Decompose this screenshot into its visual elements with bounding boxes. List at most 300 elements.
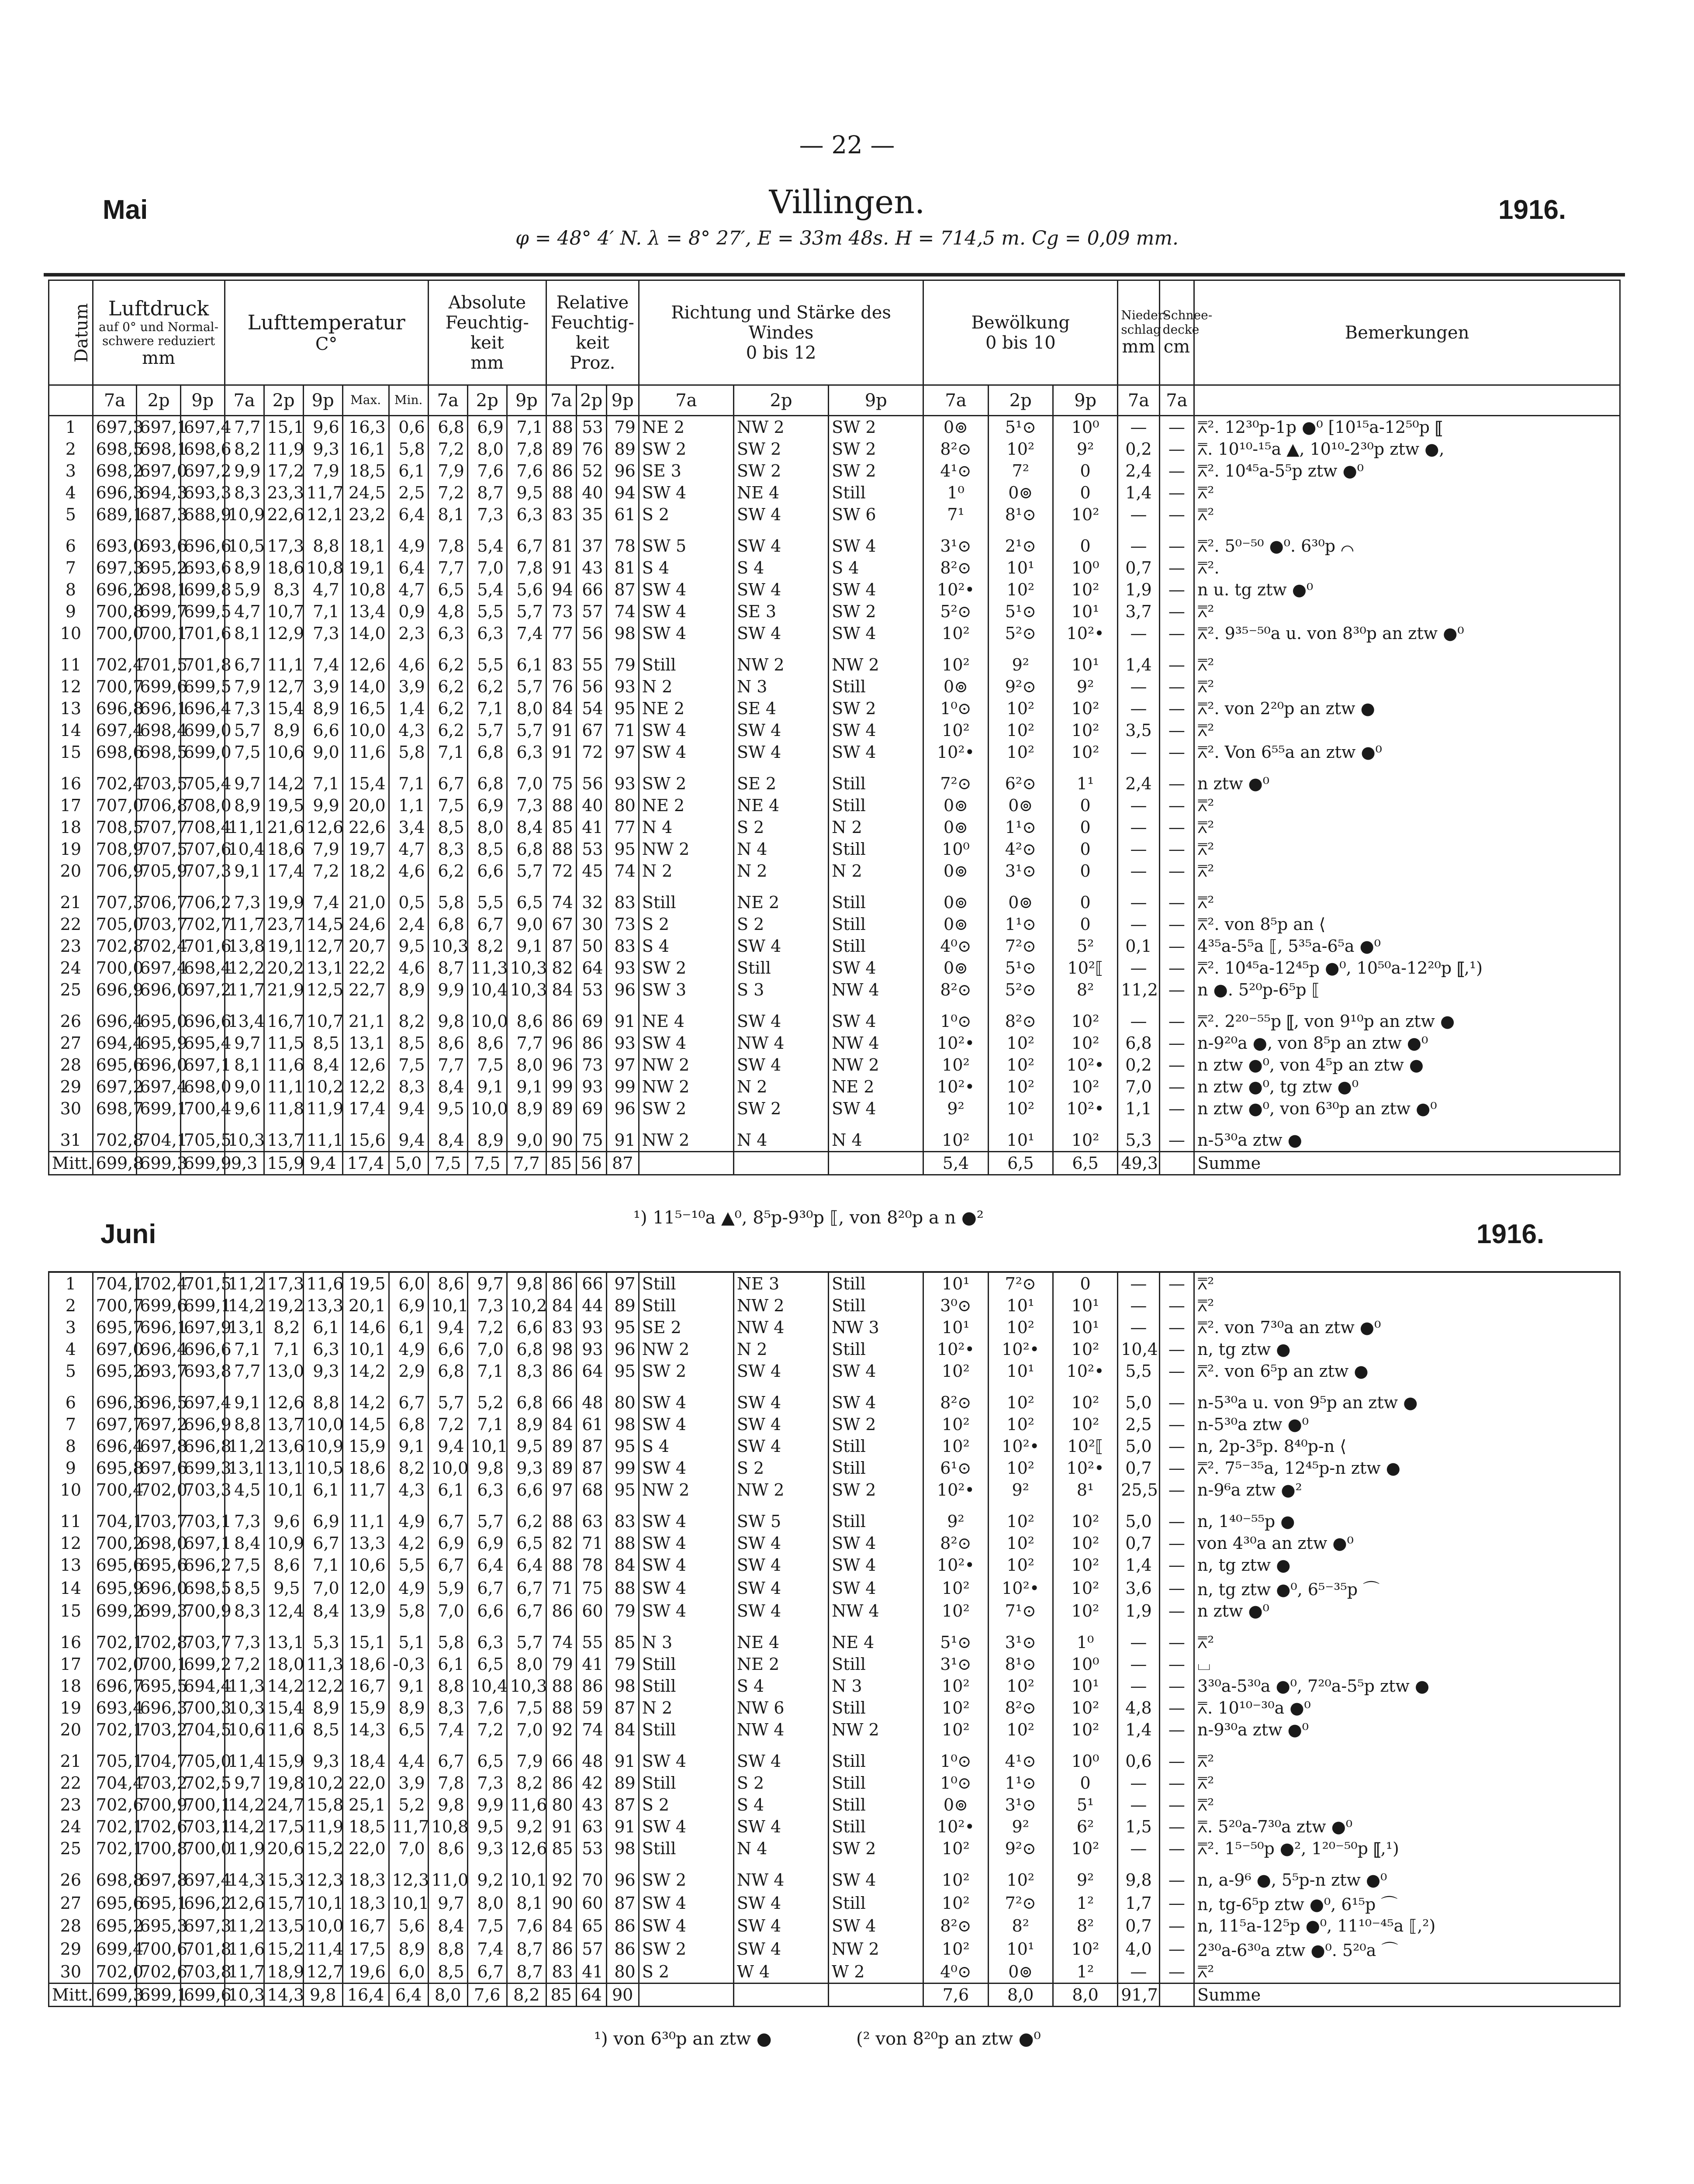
table-cell: 24 — [49, 957, 93, 979]
mittel-cell: 5,0 — [389, 1152, 428, 1175]
table-cell: 7¹⊙ — [988, 1600, 1053, 1622]
table-cell: 7,6 — [467, 1697, 507, 1719]
table-cell: 701,5 — [180, 1272, 225, 1295]
table-cell: 7,9 — [507, 1750, 546, 1772]
table-cell: 6² — [1053, 1816, 1117, 1838]
table-cell: SW 2 — [829, 438, 923, 460]
table-cell: 9,6 — [303, 416, 342, 439]
table-cell: SW 4 — [639, 579, 733, 601]
table-cell: 6,2 — [428, 719, 467, 741]
table-cell: 41 — [576, 1653, 606, 1675]
table-cell: 697,8 — [137, 1435, 181, 1457]
table-cell: 66 — [576, 1272, 606, 1295]
table-cell: 9,1 — [467, 1076, 507, 1098]
table-cell: 20 — [49, 860, 93, 882]
table-cell: 6,2 — [428, 654, 467, 676]
table-cell: 700,1 — [137, 622, 181, 644]
table-cell: 9,4 — [389, 1098, 428, 1120]
mai-rows — [49, 416, 1620, 1175]
table-cell: SW 2 — [639, 1869, 733, 1891]
table-cell: — — [1118, 1961, 1159, 1984]
table-cell: 699,4 — [93, 1937, 137, 1961]
table-cell: 1⁰⊙ — [923, 1750, 988, 1772]
table-cell: 25 — [49, 979, 93, 1001]
table-cell: 10,0 — [303, 1413, 342, 1435]
table-cell: 8,6 — [428, 1838, 467, 1859]
table-cell: 707,0 — [93, 795, 137, 816]
table-cell: 1,1 — [389, 795, 428, 816]
col-bemerkungen: Bemerkungen — [1194, 280, 1620, 385]
table-row — [49, 622, 1620, 644]
table-cell: 13,1 — [264, 1457, 303, 1479]
table-cell: — — [1159, 860, 1194, 882]
table-cell: 8²⊙ — [988, 1697, 1053, 1719]
table-cell: — — [1118, 1675, 1159, 1697]
table-cell: NW 2 — [733, 1295, 828, 1317]
table-cell: Still — [829, 838, 923, 860]
table-cell: SW 4 — [733, 741, 828, 763]
table-cell: ⩞² — [1194, 1961, 1620, 1984]
table-cell: 19,9 — [264, 892, 303, 913]
table-cell: 9,4 — [428, 1435, 467, 1457]
table-cell: SW 4 — [639, 622, 733, 644]
table-cell: 7,0 — [428, 1600, 467, 1622]
table-cell: Still — [829, 1653, 923, 1675]
table-cell: 8,9 — [225, 557, 264, 579]
mittel-cell: 7,7 — [507, 1152, 546, 1175]
table-cell: 41 — [576, 1961, 606, 1984]
table-cell: 0⊚ — [923, 816, 988, 838]
table-row — [49, 935, 1620, 957]
table-cell: ⩞². Von 6⁵⁵a an ztw ●⁰ — [1194, 741, 1620, 763]
table-cell: 14,2 — [264, 773, 303, 795]
table-cell: SW 2 — [829, 698, 923, 719]
table-cell: 10²• — [923, 1554, 988, 1576]
table-cell: 99 — [606, 1076, 639, 1098]
table-cell: 17,4 — [342, 1098, 389, 1120]
table-cell: 0,7 — [1118, 1532, 1159, 1554]
table-cell: 693,6 — [137, 535, 181, 557]
table-cell: 2 — [49, 438, 93, 460]
mittel-cell: 87 — [606, 1152, 639, 1175]
table-cell: 97 — [606, 1272, 639, 1295]
table-cell: 8,9 — [507, 1098, 546, 1120]
page-number: — 22 — — [799, 131, 895, 159]
table-cell: — — [1159, 1772, 1194, 1794]
table-cell: — — [1159, 1719, 1194, 1741]
table-cell: 4,6 — [389, 957, 428, 979]
table-cell: 697,4 — [180, 1392, 225, 1413]
table-cell: 23,2 — [342, 504, 389, 525]
table-cell: 9,5 — [428, 1098, 467, 1120]
table-cell: 8 — [49, 1435, 93, 1457]
sub-7a: 7a — [923, 385, 988, 416]
table-row — [49, 1032, 1620, 1054]
table-cell: NW 4 — [733, 1317, 828, 1338]
table-cell: 23,7 — [264, 913, 303, 935]
table-cell: 694,4 — [93, 1032, 137, 1054]
table-cell: 24,5 — [342, 482, 389, 504]
table-cell: 10² — [923, 1697, 988, 1719]
table-cell: — — [1159, 1360, 1194, 1382]
table-cell: 10² — [1053, 1076, 1117, 1098]
table-cell: 14,5 — [342, 1413, 389, 1435]
table-cell: SW 4 — [829, 579, 923, 601]
table-cell: 6,3 — [507, 741, 546, 763]
table-cell: 12,2 — [342, 1076, 389, 1098]
table-cell: SW 4 — [829, 1360, 923, 1382]
table-cell: Still — [639, 1675, 733, 1697]
table-cell: SW 4 — [829, 1576, 923, 1600]
table-cell: 21,9 — [264, 979, 303, 1001]
table-cell: 6,7 — [467, 1576, 507, 1600]
table-cell: 82 — [546, 1532, 576, 1554]
table-cell: 5,6 — [507, 579, 546, 601]
table-cell: 698,1 — [137, 438, 181, 460]
table-cell: W 4 — [733, 1961, 828, 1984]
table-cell: SE 2 — [733, 773, 828, 795]
table-cell: 15,9 — [264, 1750, 303, 1772]
table-cell: 8,9 — [303, 698, 342, 719]
table-cell: — — [1159, 1054, 1194, 1076]
col-wind: Richtung und Stärke des Windes 0 bis 12 — [639, 280, 923, 385]
table-cell: N 4 — [733, 1129, 828, 1152]
table-cell: 6,6 — [467, 1600, 507, 1622]
table-cell: 8,8 — [303, 1392, 342, 1413]
table-cell: 5¹⊙ — [923, 1631, 988, 1653]
table-cell: 11,9 — [303, 1816, 342, 1838]
table-cell: 8,5 — [428, 816, 467, 838]
table-cell: 703,2 — [137, 1772, 181, 1794]
table-cell: 18,6 — [342, 1457, 389, 1479]
table-cell: 7,3 — [467, 1772, 507, 1794]
table-cell: 8²⊙ — [923, 1915, 988, 1937]
table-cell: 7,6 — [467, 460, 507, 482]
row-gap — [49, 525, 1620, 535]
table-cell: 14,3 — [342, 1719, 389, 1741]
table-cell: 12,3 — [303, 1869, 342, 1891]
table-cell: — — [1118, 1838, 1159, 1859]
table-cell: 11,3 — [225, 1675, 264, 1697]
table-cell: 5,8 — [389, 741, 428, 763]
col-niederschlag: Nieder-schlag mm — [1118, 280, 1159, 385]
table-cell: 5²⊙ — [988, 979, 1053, 1001]
table-cell: N 4 — [733, 1838, 828, 1859]
table-cell: ⩞. 5²⁰a-7³⁰a ztw ●⁰ — [1194, 1816, 1620, 1838]
table-row — [49, 1816, 1620, 1838]
month-title: Mai — [103, 195, 148, 225]
table-cell: 13,1 — [225, 1317, 264, 1338]
mittel-cell: 699,3 — [93, 1984, 137, 2007]
table-cell: 8,2 — [225, 438, 264, 460]
table-cell: 8,3 — [264, 579, 303, 601]
table-cell: 97 — [546, 1479, 576, 1501]
table-cell: 6,3 — [467, 1631, 507, 1653]
table-cell: 7,2 — [467, 1719, 507, 1741]
table-row — [49, 1750, 1620, 1772]
table-cell: 1,9 — [1118, 579, 1159, 601]
table-cell: 22,7 — [342, 979, 389, 1001]
table-cell: 699,8 — [180, 579, 225, 601]
table-cell: 16,7 — [264, 1010, 303, 1032]
table-cell: 85 — [546, 1838, 576, 1859]
table-cell: 15,4 — [342, 773, 389, 795]
table-cell: 72 — [576, 741, 606, 763]
table-cell: 8,0 — [467, 438, 507, 460]
table-cell: 5,7 — [507, 676, 546, 698]
table-cell: 701,8 — [180, 654, 225, 676]
table-cell: 9,2 — [467, 1869, 507, 1891]
table-cell: 699,3 — [137, 1600, 181, 1622]
table-cell: Still — [829, 1435, 923, 1457]
table-cell: 29 — [49, 1076, 93, 1098]
table-cell: 11,6 — [507, 1794, 546, 1816]
table-cell: 10,8 — [342, 579, 389, 601]
table-cell: 13,7 — [264, 1413, 303, 1435]
table-cell: SW 4 — [733, 1600, 828, 1622]
table-cell: ⩞². — [1194, 557, 1620, 579]
table-cell: 95 — [606, 698, 639, 719]
table-cell: SW 4 — [639, 1915, 733, 1937]
table-cell: ⩞². 2²⁰⁻⁵⁵p ⟦, von 9¹⁰p an ztw ● — [1194, 1010, 1620, 1032]
table-cell: 8,6 — [428, 1272, 467, 1295]
table-row — [49, 816, 1620, 838]
table-cell: N 3 — [639, 1631, 733, 1653]
table-cell: 2¹⊙ — [988, 535, 1053, 557]
table-cell: 3¹⊙ — [988, 860, 1053, 882]
table-cell: 0,6 — [1118, 1750, 1159, 1772]
table-cell: 10¹ — [988, 1129, 1053, 1152]
table-cell: 20,7 — [342, 935, 389, 957]
table-cell: 97 — [606, 741, 639, 763]
sub-2p: 2p — [733, 385, 828, 416]
table-cell: 706,2 — [180, 892, 225, 913]
table-cell: ⩞². von 6⁵p an ztw ● — [1194, 1360, 1620, 1382]
table-cell: SW 4 — [829, 957, 923, 979]
table-cell: 83 — [546, 654, 576, 676]
table-cell: 71 — [546, 1576, 576, 1600]
table-cell: ⌴ — [1194, 1653, 1620, 1675]
mittel-cell — [1159, 1152, 1194, 1175]
table-cell: 10² — [923, 1675, 988, 1697]
table-cell: 10² — [1053, 1937, 1117, 1961]
table-cell: 98 — [606, 1675, 639, 1697]
table-cell: 0⊚ — [988, 795, 1053, 816]
table-cell: 7,1 — [303, 601, 342, 622]
table-cell: 9,8 — [507, 1272, 546, 1295]
table-cell: 6,8 — [507, 1392, 546, 1413]
table-cell: 8,3 — [225, 482, 264, 504]
table-cell: 13,0 — [264, 1360, 303, 1382]
mittel-cell: 5,4 — [923, 1152, 988, 1175]
table-cell: 693,7 — [137, 1360, 181, 1382]
table-cell: 32 — [576, 892, 606, 913]
table-cell: 6¹⊙ — [923, 1457, 988, 1479]
table-cell: 9,0 — [225, 1076, 264, 1098]
table-cell: 4,8 — [1118, 1697, 1159, 1719]
table-cell: 5,0 — [1118, 1510, 1159, 1532]
table-cell: 0,2 — [1118, 1054, 1159, 1076]
table-cell: 10² — [988, 1076, 1053, 1098]
table-cell: 703,5 — [137, 773, 181, 795]
table-row — [49, 1794, 1620, 1816]
table-cell: 697,1 — [180, 1532, 225, 1554]
table-cell: SW 4 — [639, 1457, 733, 1479]
table-cell: N 2 — [639, 860, 733, 882]
table-cell: NE 4 — [829, 1631, 923, 1653]
table-cell: 7,2 — [428, 1413, 467, 1435]
table-cell: 708,5 — [93, 816, 137, 838]
table-cell: 9,7 — [225, 1032, 264, 1054]
table-cell: 7,0 — [467, 557, 507, 579]
table-cell: 6,2 — [428, 698, 467, 719]
table-cell: 14,0 — [342, 622, 389, 644]
table-cell: n-5³⁰a ztw ●⁰ — [1194, 1413, 1620, 1435]
table-cell: 5,0 — [1118, 1435, 1159, 1457]
table-cell: 10,6 — [225, 1719, 264, 1741]
table-cell: Still — [733, 957, 828, 979]
table-cell: 9,8 — [1118, 1869, 1159, 1891]
table-cell: 98 — [546, 1338, 576, 1360]
table-cell: 697,4 — [93, 719, 137, 741]
table-cell: 95 — [606, 838, 639, 860]
table-cell: 73 — [576, 1054, 606, 1076]
table-cell: 18,2 — [342, 860, 389, 882]
table-cell: 42 — [576, 1772, 606, 1794]
mittel-cell — [639, 1152, 733, 1175]
table-cell: S 4 — [639, 557, 733, 579]
table-cell: 700,0 — [93, 622, 137, 644]
table-cell: SW 4 — [733, 1915, 828, 1937]
table-cell: 83 — [606, 935, 639, 957]
table-cell: — — [1159, 1272, 1194, 1295]
table-row — [49, 416, 1620, 439]
table-cell: 8¹ — [1053, 1479, 1117, 1501]
table-cell: — — [1159, 957, 1194, 979]
table-cell: 11,6 — [342, 741, 389, 763]
table-cell: 5,4 — [467, 579, 507, 601]
table-cell: 7,3 — [225, 1631, 264, 1653]
table-cell: 5,5 — [467, 601, 507, 622]
table-cell: NW 4 — [733, 1869, 828, 1891]
table-cell: 697,6 — [137, 1457, 181, 1479]
table-cell: 1,9 — [1118, 1600, 1159, 1622]
table-cell: 91 — [546, 719, 576, 741]
table-cell: — — [1159, 1435, 1194, 1457]
table-cell: 88 — [546, 1697, 576, 1719]
table-cell: 7,4 — [467, 1937, 507, 1961]
table-cell: 12,0 — [342, 1576, 389, 1600]
table-cell: 86 — [546, 1937, 576, 1961]
table-cell: — — [1159, 795, 1194, 816]
table-cell: 10² — [1053, 1838, 1117, 1859]
table-cell: n ztw ●⁰, von 4⁵p an ztw ● — [1194, 1054, 1620, 1076]
table-cell: Still — [829, 892, 923, 913]
table-row — [49, 1338, 1620, 1360]
table-cell: ⩞². 12³⁰p-1p ●⁰ [10¹⁵a-12⁵⁰p ⟦ — [1194, 416, 1620, 439]
table-cell: 10²• — [1053, 622, 1117, 644]
table-cell: — — [1159, 1794, 1194, 1816]
table-cell: 6,4 — [467, 1554, 507, 1576]
table-cell: 697,4 — [180, 1869, 225, 1891]
table-cell: 699,6 — [137, 1295, 181, 1317]
table-cell: SW 2 — [639, 1937, 733, 1961]
table-cell: 8,0 — [467, 816, 507, 838]
table-cell: 14 — [49, 1576, 93, 1600]
table-cell: 5¹⊙ — [988, 416, 1053, 439]
mittel-cell: 7,5 — [428, 1152, 467, 1175]
table-cell: 76 — [546, 676, 576, 698]
table-cell: 15,6 — [342, 1129, 389, 1152]
table-cell: 8,1 — [225, 1054, 264, 1076]
mittel-cell: 9,8 — [303, 1984, 342, 2007]
table-cell: Still — [829, 1891, 923, 1915]
table-cell: 10² — [988, 741, 1053, 763]
table-cell: 4,4 — [389, 1750, 428, 1772]
table-cell: 705,0 — [180, 1750, 225, 1772]
table-cell: — — [1159, 816, 1194, 838]
table-cell: 10² — [988, 1510, 1053, 1532]
table-cell: 6,7 — [507, 535, 546, 557]
table-cell: 10,3 — [507, 1675, 546, 1697]
table-row — [49, 741, 1620, 763]
table-cell: 11,7 — [225, 913, 264, 935]
table-cell: 7,1 — [507, 416, 546, 439]
table-cell: 99 — [546, 1076, 576, 1098]
table-cell: 9,5 — [507, 1435, 546, 1457]
table-cell: ⩞². 10⁴⁵a-12⁴⁵p ●⁰, 10⁵⁰a-12²⁰p ⟦,¹) — [1194, 957, 1620, 979]
table-cell: 86 — [546, 460, 576, 482]
table-cell: NE 3 — [733, 1272, 828, 1295]
table-cell: 16 — [49, 773, 93, 795]
table-cell: 4,7 — [225, 601, 264, 622]
table-cell: 7,1 — [467, 698, 507, 719]
table-cell: 688,9 — [180, 504, 225, 525]
table-cell: 9,0 — [507, 913, 546, 935]
table-cell: 19,6 — [342, 1961, 389, 1984]
table-cell: 0⊚ — [923, 892, 988, 913]
table-cell: 28 — [49, 1054, 93, 1076]
table-cell: 10² — [988, 1317, 1053, 1338]
table-cell: 17,4 — [264, 860, 303, 882]
table-cell: 1,5 — [1118, 1816, 1159, 1838]
table-cell: 18,3 — [342, 1891, 389, 1915]
table-cell: 708,9 — [93, 838, 137, 860]
table-cell: 0,2 — [1118, 438, 1159, 460]
sub-2p: 2p — [467, 385, 507, 416]
table-cell: 18,5 — [342, 460, 389, 482]
table-cell: 59 — [576, 1697, 606, 1719]
table-cell: SW 2 — [829, 1479, 923, 1501]
row-gap — [49, 1001, 1620, 1010]
table-cell: 5,7 — [467, 1510, 507, 1532]
table-cell: 699,6 — [137, 676, 181, 698]
table-cell: NW 4 — [829, 1600, 923, 1622]
table-cell: 71 — [606, 719, 639, 741]
table-cell: 87 — [606, 579, 639, 601]
mittel-cell: 15,9 — [264, 1152, 303, 1175]
sub-7a: 7a — [1118, 385, 1159, 416]
table-cell: 8,2 — [389, 1010, 428, 1032]
table-cell: 10² — [1053, 1032, 1117, 1054]
table-cell: 7,9 — [225, 676, 264, 698]
table-cell: 6,2 — [507, 1510, 546, 1532]
mittel-cell: 8,0 — [1053, 1984, 1117, 2007]
table-cell: 8,2 — [264, 1317, 303, 1338]
table-cell: 1,1 — [1118, 1098, 1159, 1120]
table-cell: 705,0 — [93, 913, 137, 935]
table-cell: n, 2p-3⁵p. 8⁴⁰p-n ⟨ — [1194, 1435, 1620, 1457]
